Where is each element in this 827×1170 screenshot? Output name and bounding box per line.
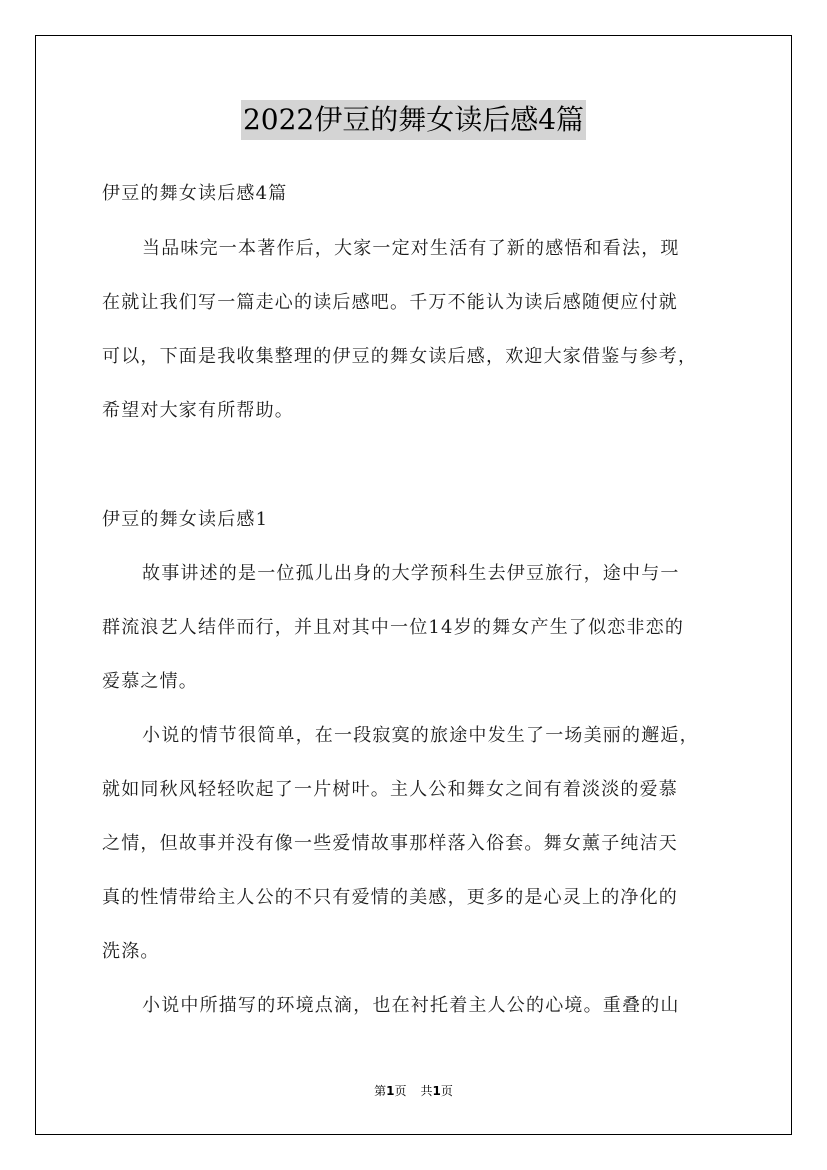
title-container: [0, 100, 827, 140]
intro-line: 可以，下面是我收集整理的伊豆的舞女读后感，欢迎大家借鉴与参考，: [102, 346, 698, 367]
page-footer: [0, 1083, 827, 1099]
document-title: 2022伊豆的舞女读后感4篇: [241, 100, 586, 140]
paragraph-line: 小说的情节很简单，在一段寂寞的旅途中发生了一场美丽的邂逅，: [142, 725, 699, 746]
paragraph-line: 就如同秋风轻轻吹起了一片树叶。主人公和舞女之间有着淡淡的爱慕: [102, 779, 678, 800]
intro-line: 希望对大家有所帮助。: [102, 400, 294, 421]
paragraph-line: 之情，但故事并没有像一些爱情故事那样落入俗套。舞女薰子纯洁天: [102, 833, 678, 854]
paragraph-line: 真的性情带给主人公的不只有爱情的美感，更多的是心灵上的净化的: [102, 887, 678, 908]
page-suffix: 页: [394, 1084, 407, 1098]
paragraph-line: 故事讲述的是一位孤儿出身的大学预科生去伊豆旅行，途中与一: [142, 563, 680, 584]
total-suffix: 页: [440, 1084, 453, 1098]
paragraph-line: 爱慕之情。: [102, 671, 198, 692]
page-total: 1: [432, 1084, 441, 1098]
total-prefix: 共: [420, 1084, 433, 1098]
intro-line: 当品味完一本著作后，大家一定对生活有了新的感悟和看法，现: [142, 238, 680, 259]
section-heading: 伊豆的舞女读后感1: [102, 509, 269, 530]
paragraph-line: 群流浪艺人结伴而行，并且对其中一位14岁的舞女产生了似恋非恋的: [102, 617, 685, 638]
page-current: 1: [386, 1084, 395, 1098]
page-prefix: 第: [374, 1084, 387, 1098]
document-subtitle: 伊豆的舞女读后感4篇: [102, 183, 288, 204]
paragraph-line: 洗涤。: [102, 941, 160, 962]
paragraph-line: 小说中所描写的环境点滴，也在衬托着主人公的心境。重叠的山: [142, 995, 680, 1016]
intro-line: 在就让我们写一篇走心的读后感吧。千万不能认为读后感随便应付就: [102, 292, 678, 313]
